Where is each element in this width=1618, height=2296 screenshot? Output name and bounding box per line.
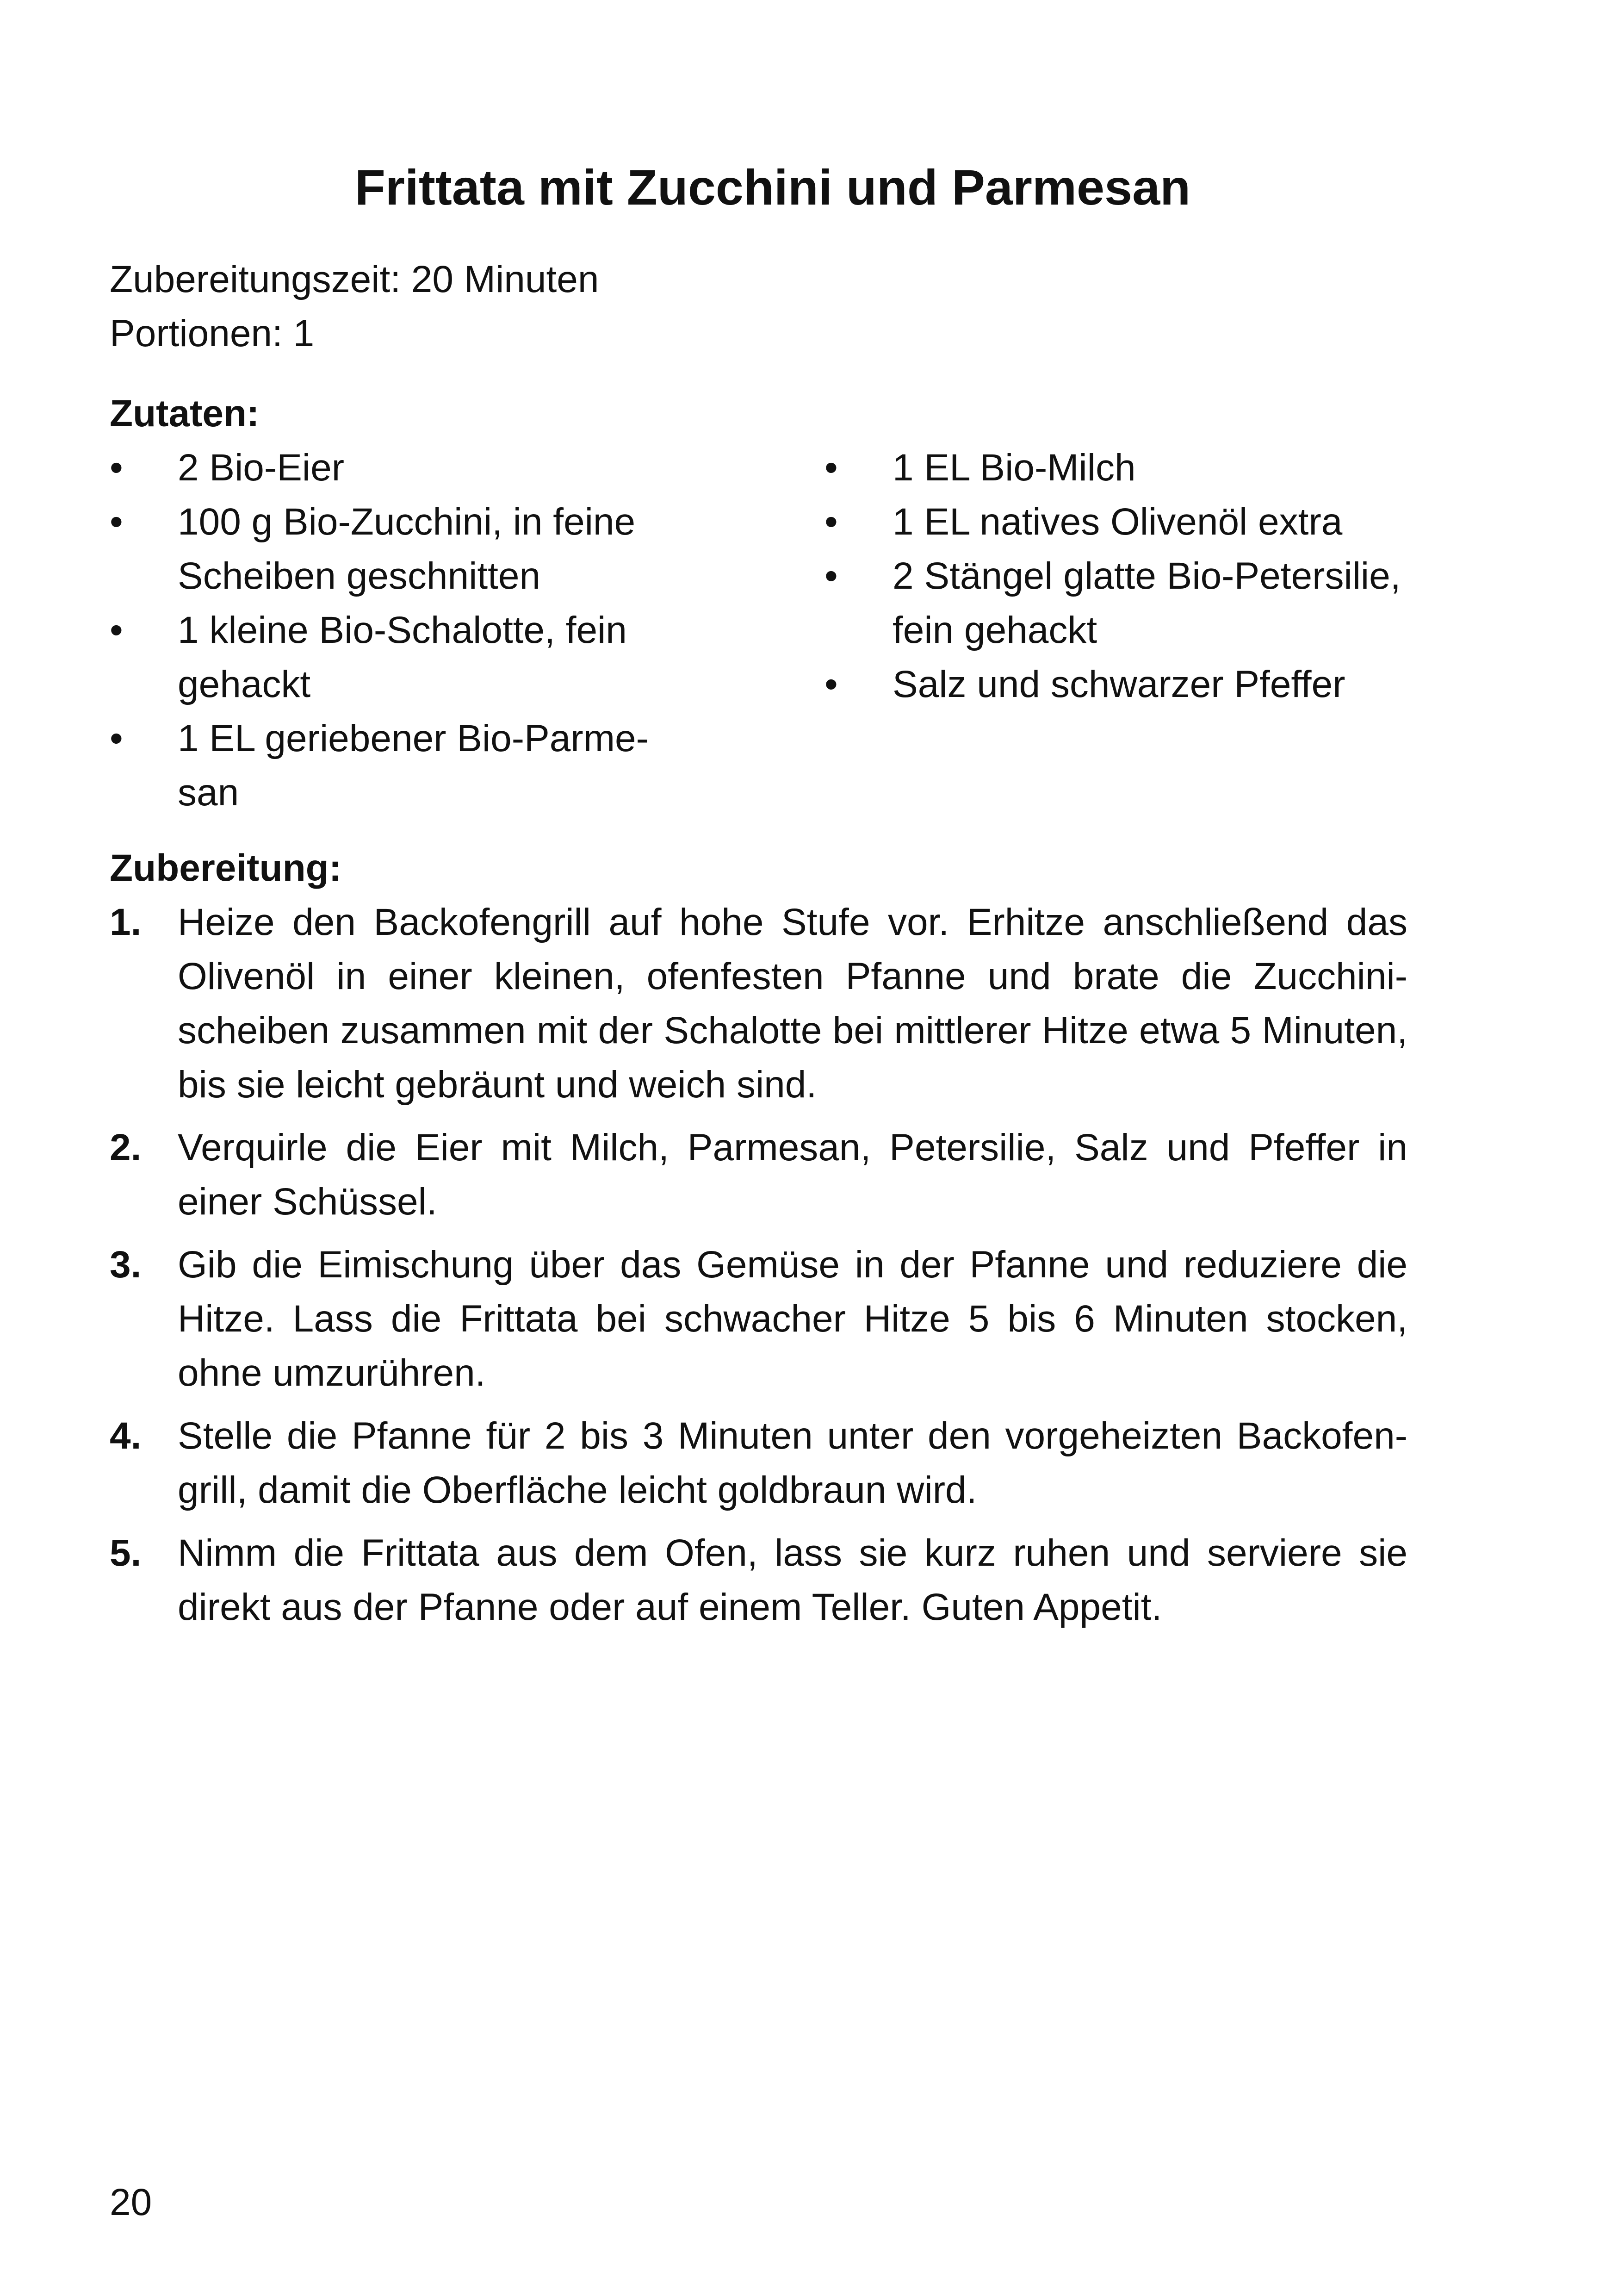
recipe-title: Frittata mit Zucchini und Parmesan [354,159,1191,215]
ingredient-item [824,657,1426,711]
step-number: 1. [110,901,142,943]
ingredient-item [824,495,1426,549]
ingredient-text: Salz und schwarzer Pfeffer [893,663,1345,705]
ingredient-item [110,603,693,711]
page-number: 20 [110,2181,152,2223]
servings: Portionen: 1 [110,312,315,355]
step-item [110,895,1407,1112]
preparation-steps [110,895,1407,1643]
step-number: 3. [110,1244,142,1286]
step-text: Stelle die Pfanne für 2 bis 3 Minuten unter den vorgeheizten Backofengrill, damit die Oberfläche leicht goldbraun wird. [178,1415,1407,1511]
preparation-heading: Zubereitung: [110,847,342,889]
bullet-icon: • [824,447,838,489]
step-number: 5. [110,1532,142,1574]
ingredient-text: 1 kleine Bio-Schalotte, fein gehackt [178,609,627,705]
step-item [110,1120,1407,1229]
ingredients-column-right [824,441,1426,711]
step-number: 4. [110,1415,142,1457]
ingredient-item [110,495,693,603]
bullet-icon: • [110,447,123,489]
ingredients-column-left [110,441,693,820]
bullet-icon: • [824,663,838,705]
step-item [110,1238,1407,1400]
bullet-icon: • [824,555,838,597]
step-text: Heize den Backofengrill auf hohe Stufe vor. Erhitze anschließend das Olivenöl in einer kleinen, ofenfesten Pfanne und brate die Zucchinischeiben zusammen mit der Schalotte bei mittlerer Hitze etwa 5 Minuten, bis sie leicht gebräunt und weich sind. [178,901,1407,1106]
step-number: 2. [110,1126,142,1169]
ingredient-item [110,441,693,495]
ingredient-text: 1 EL geriebener Bio-Parmesan [178,717,649,814]
step-item [110,1526,1407,1634]
step-text: Verquirle die Eier mit Milch, Parmesan, Petersilie, Salz und Pfeffer in einer Schüssel. [178,1126,1407,1223]
bullet-icon: • [110,609,123,651]
ingredient-item [824,549,1426,657]
bullet-icon: • [110,501,123,543]
ingredient-text: 1 EL Bio-Milch [893,447,1136,489]
ingredient-text: 1 EL natives Olivenöl extra [893,501,1343,543]
step-text: Nimm die Frittata aus dem Ofen, lass sie kurz ruhen und serviere sie direkt aus der Pfanne oder auf einem Teller. Guten Appetit. [178,1532,1407,1628]
recipe-meta [110,252,599,361]
ingredient-text: 2 Stängel glatte Bio-Petersilie, fein gehackt [893,555,1401,651]
ingredient-item [824,441,1426,495]
bullet-icon: • [110,717,123,759]
ingredients-heading: Zutaten: [110,392,260,435]
ingredient-item [110,711,693,820]
step-item [110,1409,1407,1517]
ingredient-text: 100 g Bio-Zucchini, in feine Scheiben geschnitten [178,501,636,597]
bullet-icon: • [824,501,838,543]
ingredient-text: 2 Bio-Eier [178,447,345,489]
step-text: Gib die Eimischung über das Gemüse in der Pfanne und reduziere die Hitze. Lass die Frittata bei schwacher Hitze 5 bis 6 Minuten stocken, ohne umzurühren. [178,1244,1407,1394]
prep-time: Zubereitungszeit: 20 Minuten [110,258,599,300]
